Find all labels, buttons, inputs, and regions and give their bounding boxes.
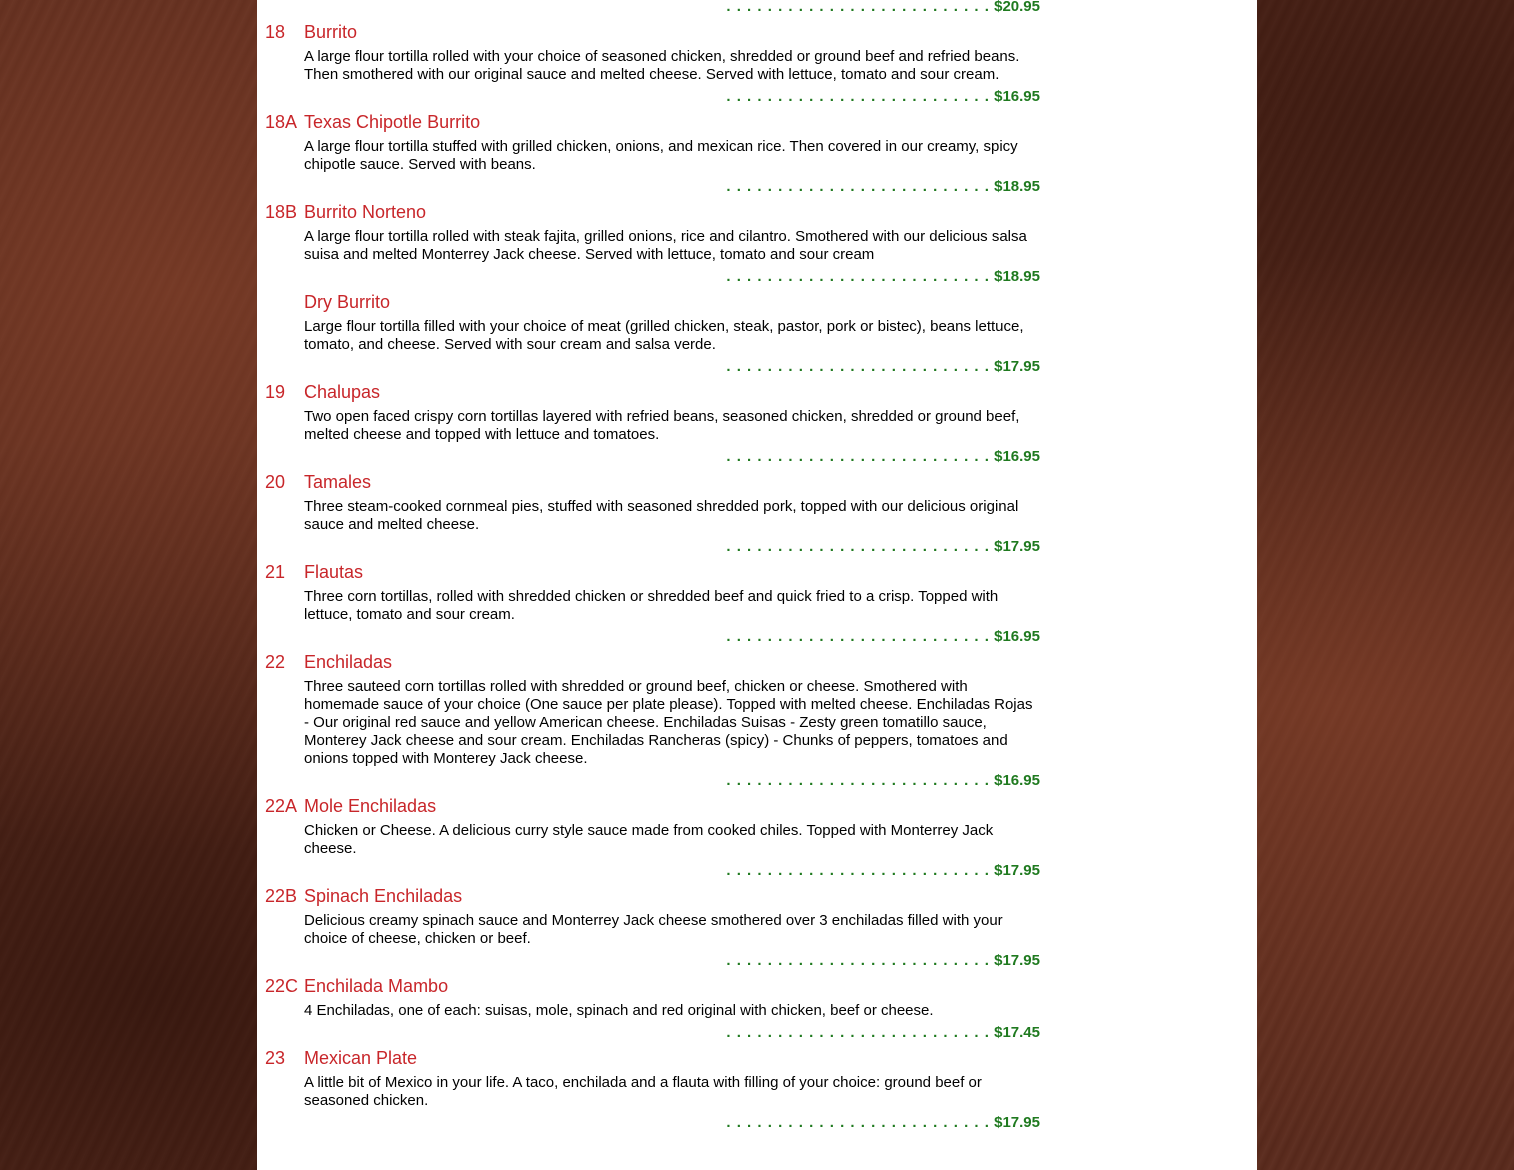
item-heading (265, 113, 1040, 131)
menu-item (265, 653, 1040, 790)
menu-list[interactable] (265, 0, 1040, 1139)
item-heading (265, 797, 1040, 815)
item-name: Chalupas (304, 382, 381, 402)
menu-item (265, 23, 1040, 106)
price-line (265, 1114, 1040, 1132)
item-price: $16.95 (994, 772, 1040, 789)
item-name: Burrito (304, 22, 358, 42)
previous-item-tail (265, 0, 1040, 16)
leader-dots: . . . . . . . . . . . . . . . . . . . . . . . . . . (726, 448, 990, 465)
item-number: 23 (265, 1048, 286, 1068)
item-price: $17.95 (994, 358, 1040, 375)
menu-items (265, 23, 1040, 1132)
menu-item (265, 293, 1040, 376)
price-line (265, 628, 1040, 646)
leader-dots: . . . . . . . . . . . . . . . . . . . . . . . . . . (726, 628, 990, 645)
item-number: 21 (265, 562, 286, 582)
item-description: A large flour tortilla stuffed with grilled chicken, onions, and mexican rice. Then covered in our creamy, spicy chipotle sauce. Served with beans. (304, 138, 1018, 173)
leader-dots: . . . . . . . . . . . . . . . . . . . . . . . . . . (726, 178, 990, 195)
item-name: Tamales (304, 472, 372, 492)
leader-dots: . . . . . . . . . . . . . . . . . . . . . . . . . . (726, 1024, 990, 1041)
item-number: 22A (265, 796, 298, 816)
leader-dots: . . . . . . . . . . . . . . . . . . . . . . . . . . (726, 88, 990, 105)
item-name: Burrito Norteno (304, 202, 427, 222)
item-description: Three steam-cooked cornmeal pies, stuffed with seasoned shredded pork, topped with our delicious original sauce and melted cheese. (304, 498, 1019, 533)
leader-dots: . . . . . . . . . . . . . . . . . . . . . . . . . . (726, 358, 990, 375)
item-price: $16.95 (994, 88, 1040, 105)
item-price: $17.95 (994, 538, 1040, 555)
price-line (265, 538, 1040, 556)
item-name: Spinach Enchiladas (304, 886, 463, 906)
item-heading (265, 293, 1040, 311)
price-line (265, 178, 1040, 196)
menu-item (265, 473, 1040, 556)
item-description: 4 Enchiladas, one of each: suisas, mole, spinach and red original with chicken, beef or cheese. (304, 1002, 934, 1019)
menu-item (265, 563, 1040, 646)
item-price: $18.95 (994, 268, 1040, 285)
price-line (265, 952, 1040, 970)
item-description: Three sauteed corn tortillas rolled with shredded or ground beef, chicken or cheese. Smothered with homemade sauce of your choice (One sauce per plate please). Topped with melted cheese. Enchiladas Rojas - Our original red sauce and yellow American cheese. Enchiladas Suisas - Zesty green tomatillo sauce, Monterey Jack cheese and sour cream. Enchiladas Rancheras (spicy) - Chunks of peppers, tomatoes and onions topped with Monterey Jack cheese. (304, 678, 1033, 767)
price-line (265, 772, 1040, 790)
item-description: Delicious creamy spinach sauce and Monterrey Jack cheese smothered over 3 enchiladas filled with your choice of cheese, chicken or beef. (304, 912, 1003, 947)
item-description: A large flour tortilla rolled with steak fajita, grilled onions, rice and cilantro. Smothered with our delicious salsa suisa and melted Monterrey Jack cheese. Served with lettuce, tomato and sour cream (304, 228, 1027, 263)
item-description: Large flour tortilla filled with your choice of meat (grilled chicken, steak, pastor, pork or bistec), beans lettuce, tomato, and cheese. Served with sour cream and salsa verde. (304, 318, 1024, 353)
item-price: $17.95 (994, 1114, 1040, 1131)
item-heading (265, 653, 1040, 671)
price-line (265, 0, 1040, 16)
item-number: 18A (265, 112, 298, 132)
item-number: 22B (265, 886, 298, 906)
item-heading (265, 473, 1040, 491)
item-heading (265, 563, 1040, 581)
leader-dots: . . . . . . . . . . . . . . . . . . . . . . . . . . (726, 772, 990, 789)
item-heading (265, 977, 1040, 995)
item-description: Two open faced crispy corn tortillas layered with refried beans, seasoned chicken, shredded or ground beef, melted cheese and topped with lettuce and tomatoes. (304, 408, 1020, 443)
item-number: 19 (265, 382, 286, 402)
price-line (265, 448, 1040, 466)
item-heading (265, 887, 1040, 905)
item-description: A little bit of Mexico in your life. A taco, enchilada and a flauta with filling of your choice: ground beef or seasoned chicken. (304, 1074, 982, 1109)
menu-item (265, 887, 1040, 970)
item-heading (265, 1049, 1040, 1067)
item-price: $17.95 (994, 952, 1040, 969)
item-price: $17.45 (994, 1024, 1040, 1041)
leader-dots: . . . . . . . . . . . . . . . . . . . . . . . . . . (726, 538, 990, 555)
item-name: Mexican Plate (304, 1048, 418, 1068)
item-number: 18 (265, 22, 286, 42)
price-line (265, 358, 1040, 376)
item-heading (265, 383, 1040, 401)
price-line (265, 1024, 1040, 1042)
item-name: Flautas (304, 562, 364, 582)
item-price: $16.95 (994, 628, 1040, 645)
item-heading (265, 203, 1040, 221)
item-name: Dry Burrito (304, 292, 391, 312)
item-price: $20.95 (994, 0, 1040, 15)
leader-dots: . . . . . . . . . . . . . . . . . . . . . . . . . . (726, 952, 990, 969)
item-name: Enchiladas (304, 652, 393, 672)
item-heading (265, 23, 1040, 41)
menu-item (265, 1049, 1040, 1132)
item-name: Enchilada Mambo (304, 976, 449, 996)
leader-dots: . . . . . . . . . . . . . . . . . . . . . . . . . . (726, 862, 990, 879)
menu-item (265, 797, 1040, 880)
leader-dots: . . . . . . . . . . . . . . . . . . . . . . . . . . (726, 268, 990, 285)
item-description: Chicken or Cheese. A delicious curry style sauce made from cooked chiles. Topped with Monterrey Jack cheese. (304, 822, 994, 857)
leader-dots: . . . . . . . . . . . . . . . . . . . . . . . . . . (726, 1114, 990, 1131)
item-price: $17.95 (994, 862, 1040, 879)
menu-item (265, 977, 1040, 1042)
leader-dots: . . . . . . . . . . . . . . . . . . . . . . . . . . (726, 0, 990, 15)
price-line (265, 862, 1040, 880)
item-number: 18B (265, 202, 298, 222)
price-line (265, 88, 1040, 106)
item-number: 22C (265, 976, 299, 996)
menu-item (265, 203, 1040, 286)
item-name: Texas Chipotle Burrito (304, 112, 481, 132)
menu-page (257, 0, 1257, 1170)
item-price: $18.95 (994, 178, 1040, 195)
item-name: Mole Enchiladas (304, 796, 437, 816)
item-number: 22 (265, 652, 286, 672)
price-line (265, 268, 1040, 286)
item-price: $16.95 (994, 448, 1040, 465)
menu-item (265, 113, 1040, 196)
item-description: Three corn tortillas, rolled with shredded chicken or shredded beef and quick fried to a crisp. Topped with lettuce, tomato and sour cream. (304, 588, 999, 623)
menu-item (265, 383, 1040, 466)
item-number: 20 (265, 472, 286, 492)
item-description: A large flour tortilla rolled with your choice of seasoned chicken, shredded or ground beef and refried beans. Then smothered with our original sauce and melted cheese. Served with lettuce, tomato and sour cream. (304, 48, 1020, 83)
